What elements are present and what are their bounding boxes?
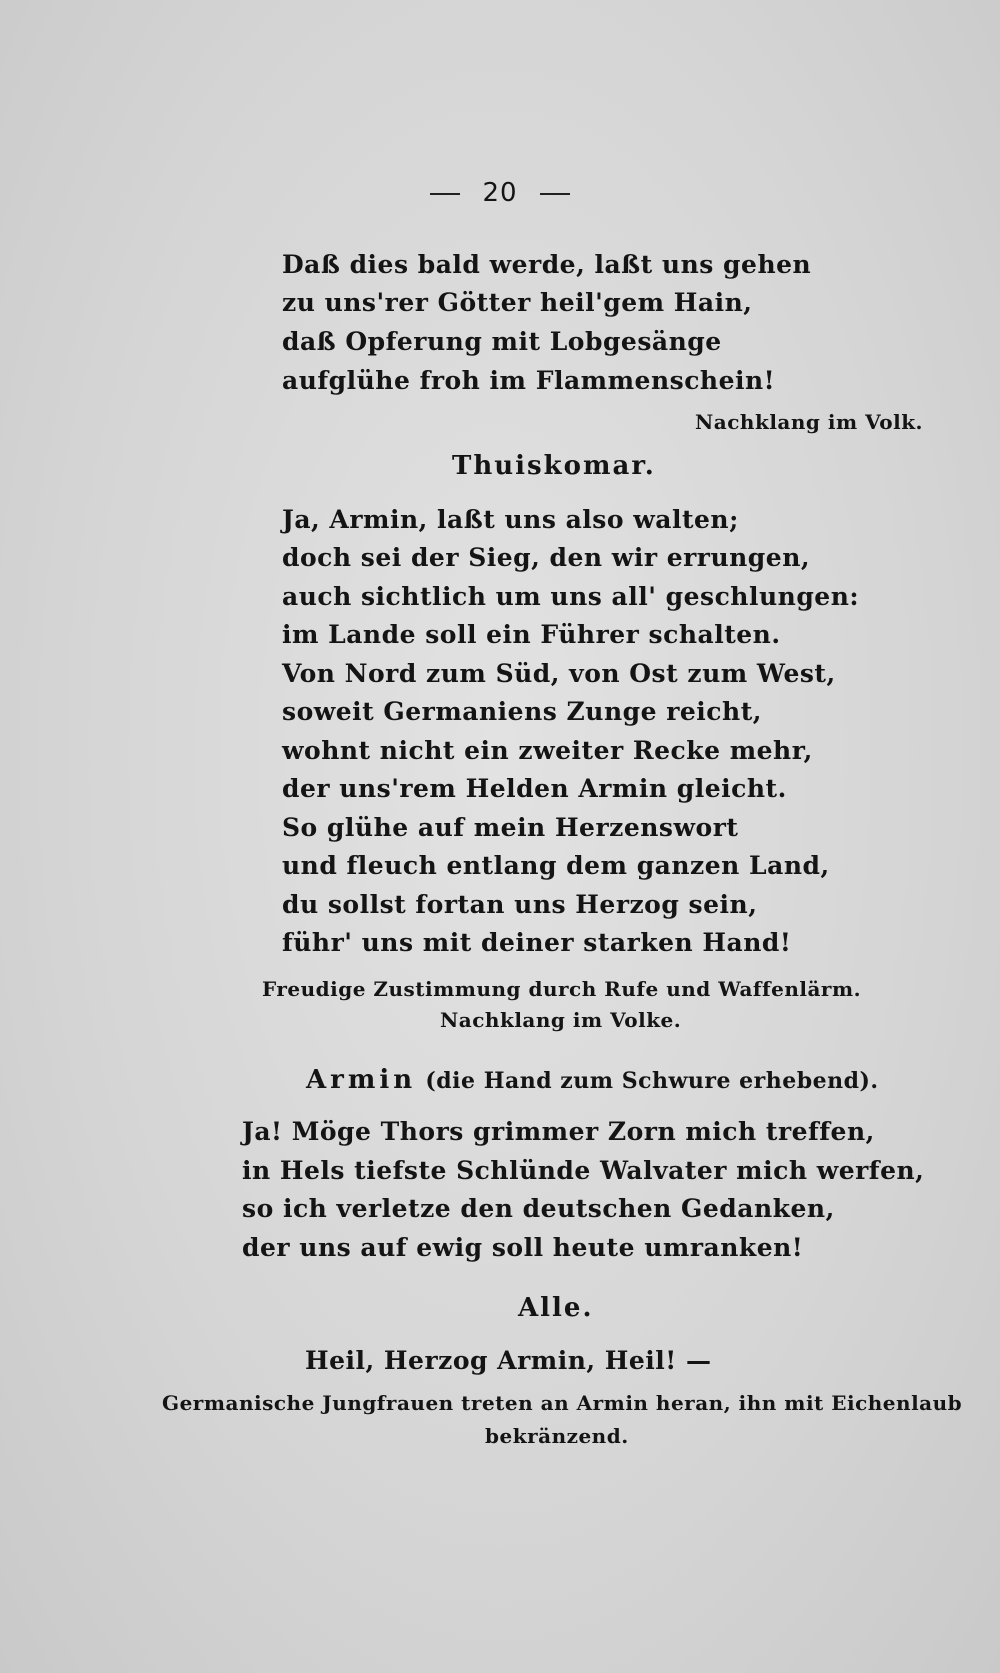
verse-line: Ja, Armin, laßt uns also walten; [282,505,739,534]
verse-line: soweit Germaniens Zunge reicht, [282,697,762,726]
verse-line: der uns auf ewig soll heute umranken! [242,1233,804,1262]
speaker-name: Thuiskomar. [452,451,656,481]
verse-line: der uns'rem Helden Armin gleicht. [282,774,787,803]
verse-line: und fleuch entlang dem ganzen Land, [282,851,830,880]
dash-right [540,193,570,195]
page-number [0,178,1000,208]
stage-direction: (die Hand zum Schwure erhebend). [425,1068,879,1094]
verse-line: auch sichtlich um uns all' geschlungen: [282,582,860,611]
verse-line: Heil, Herzog Armin, Heil! — [305,1346,712,1375]
page-number-text: 20 [482,178,518,208]
verse-line: in Hels tiefste Schlünde Walvater mich werfen, [242,1156,925,1185]
speaker-name: Alle. [518,1293,594,1323]
verse-line: du sollst fortan uns Herzog sein, [282,890,758,919]
verse-line: So glühe auf mein Herzenswort [282,813,739,842]
speaker-heading [306,1065,879,1095]
verse-line: Von Nord zum Süd, von Ost zum West, [282,659,836,688]
verse-line: aufglühe froh im Flammenschein! [282,366,776,395]
verse-line: zu uns'rer Götter heil'gem Hain, [282,288,753,317]
stage-direction: bekränzend. [485,1424,629,1448]
stage-direction: Freudige Zustimmung durch Rufe und Waffenlärm. [262,977,862,1001]
verse-line: daß Opferung mit Lobgesänge [282,327,722,356]
dash-left [430,193,460,195]
speaker-name: Armin [306,1065,417,1095]
stage-direction: Nachklang im Volk. [695,410,924,434]
verse-line: Daß dies bald werde, laßt uns gehen [282,250,812,279]
verse-line: im Lande soll ein Führer schalten. [282,620,781,649]
stage-direction: Germanische Jungfrauen treten an Armin heran, ihn mit Eichenlaub [162,1391,963,1415]
verse-line: führ' uns mit deiner starken Hand! [282,928,792,957]
verse-line: so ich verletze den deutschen Gedanken, [242,1194,835,1223]
verse-line: Ja! Möge Thors grimmer Zorn mich treffen, [242,1117,875,1146]
verse-line: doch sei der Sieg, den wir errungen, [282,543,811,572]
verse-line: wohnt nicht ein zweiter Recke mehr, [282,736,813,765]
stage-direction: Nachklang im Volke. [440,1008,682,1032]
